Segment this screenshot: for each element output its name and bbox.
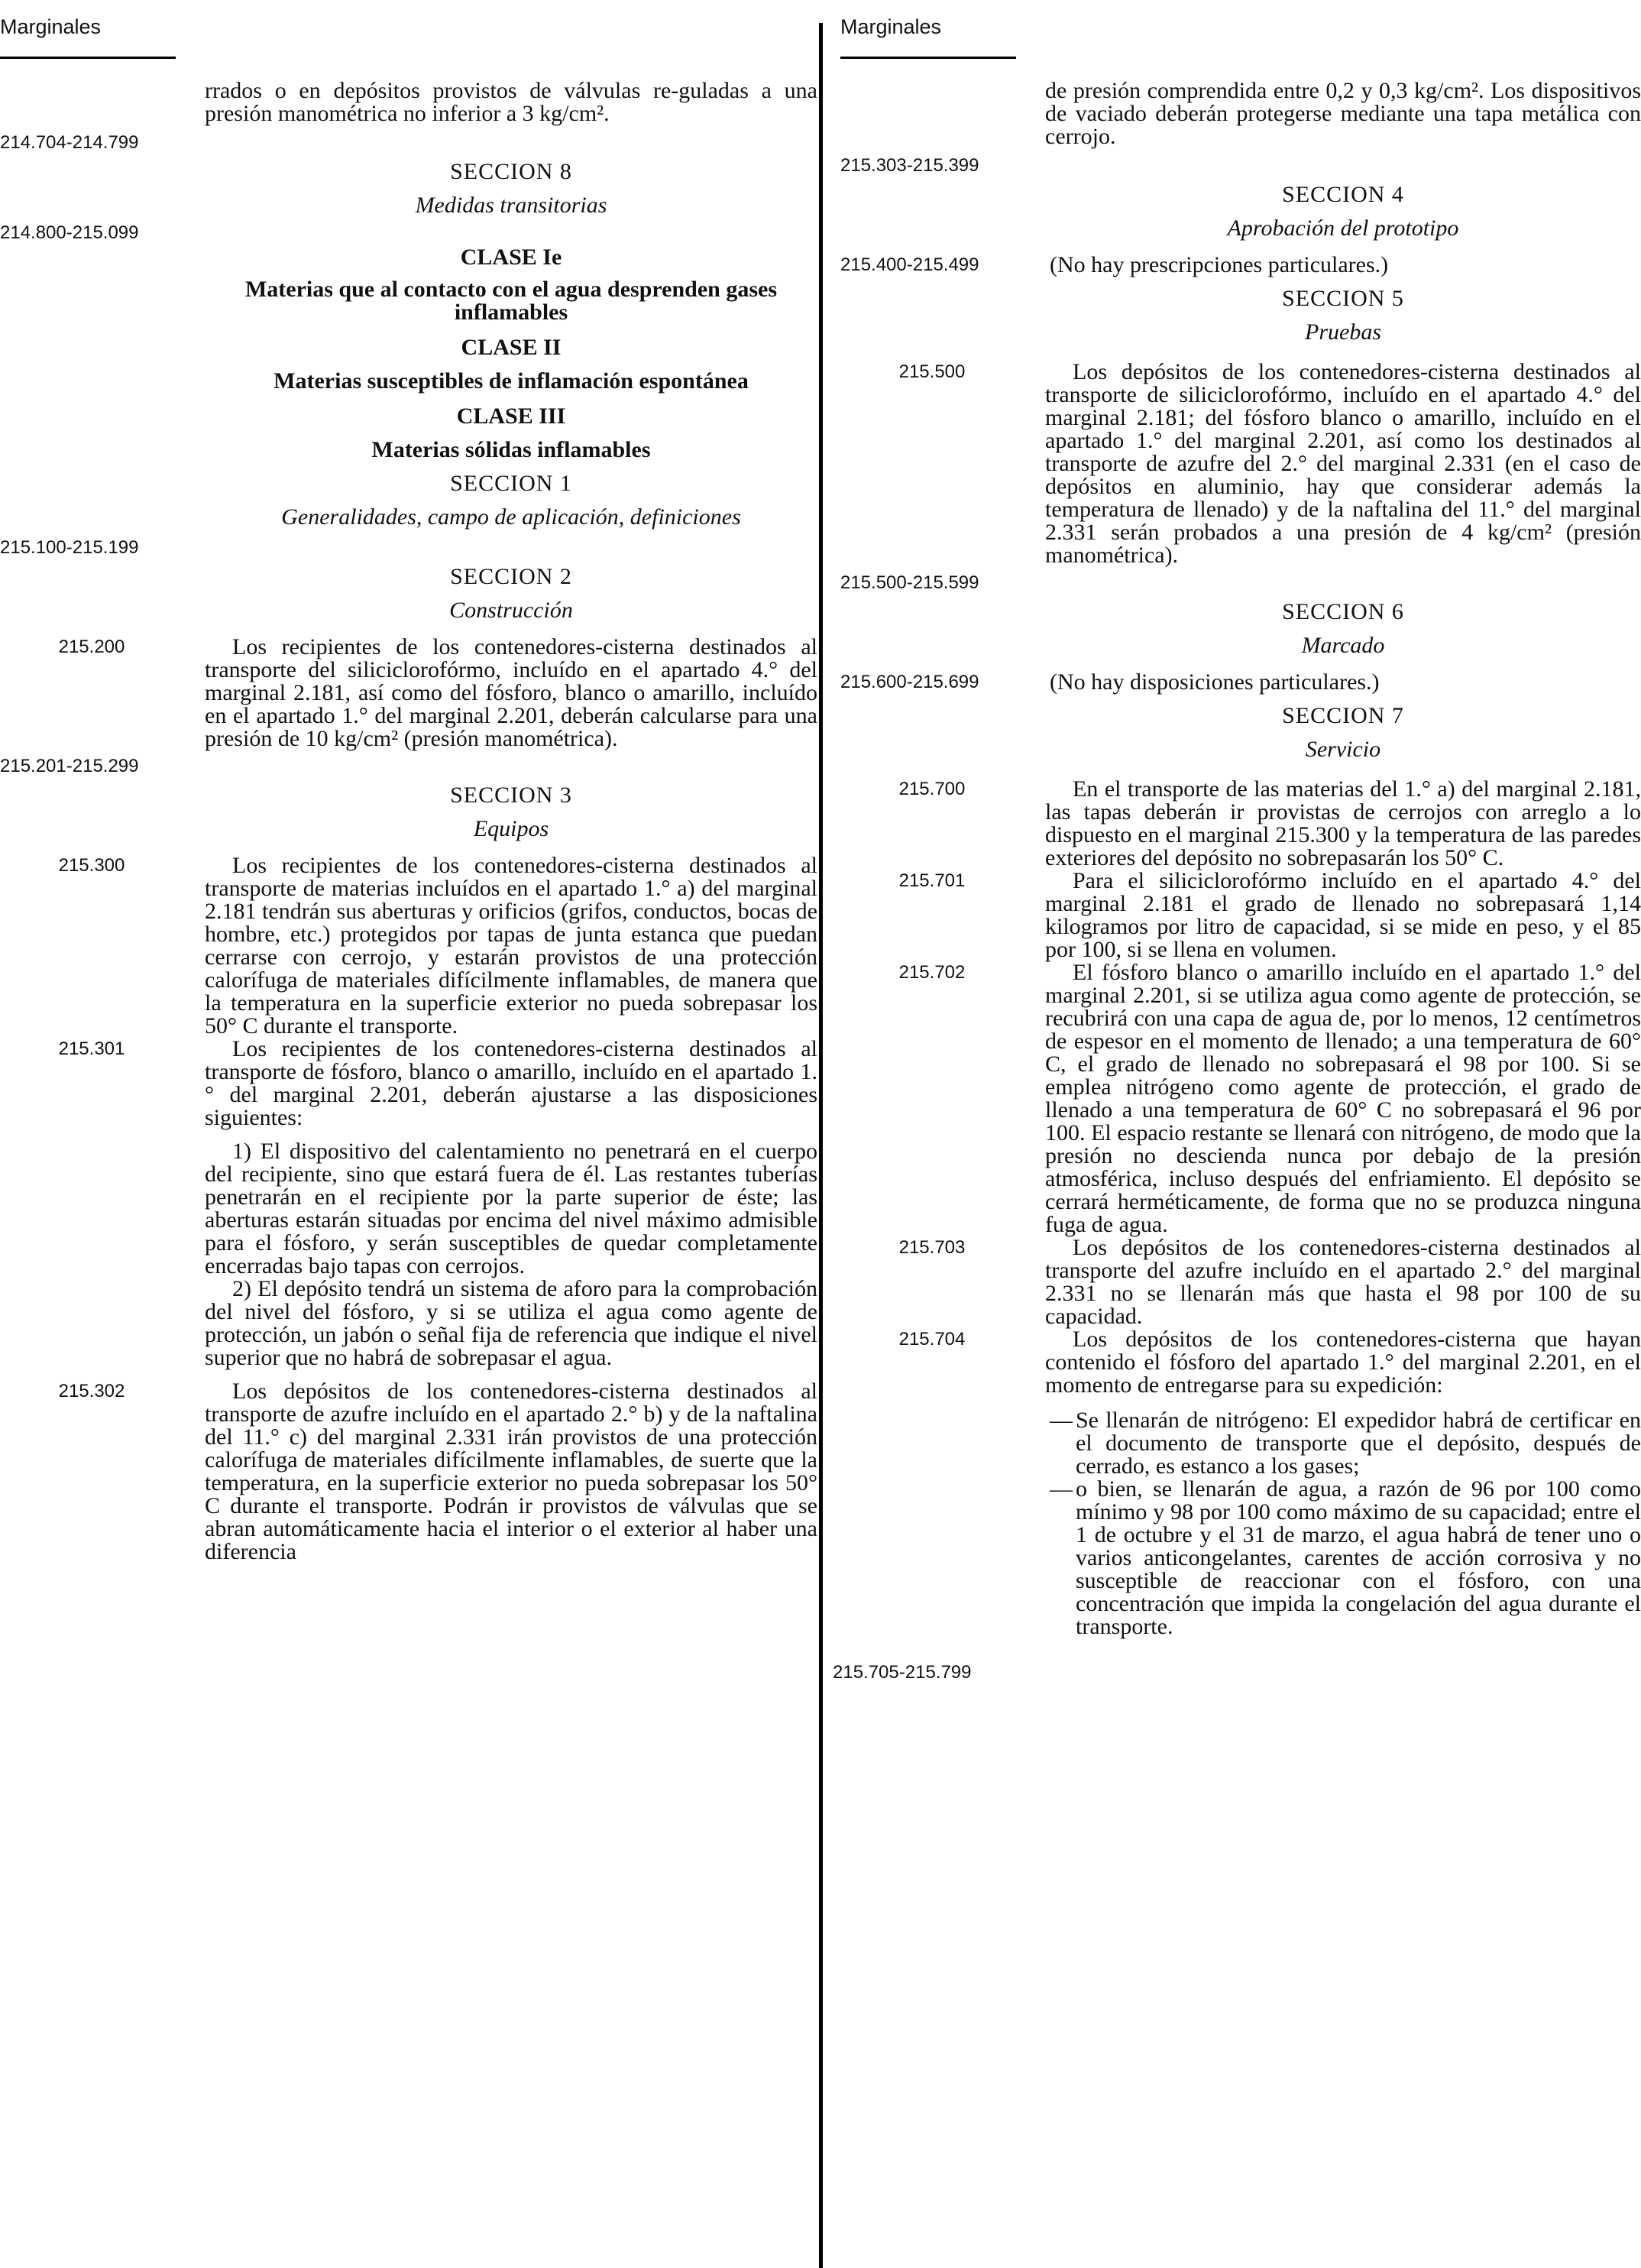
- section-heading: SECCION 4: [1282, 182, 1404, 207]
- paragraph: (No hay prescripciones particulares.): [1050, 252, 1389, 277]
- marginal-number: 215.100-215.199: [0, 537, 139, 558]
- class-title: Materias que al contacto con el agua desprenden gases inflamables: [244, 277, 778, 325]
- section-title: Equipos: [473, 816, 549, 841]
- paragraph: Los recipientes de los contenedores-cisterna destinados al transporte del siliciclorofórmo, incluído en el apartado 4.° del marginal 2.181, así como del fósforo, blanco o amarillo, incluído en el apartado 1.° del marginal 2.201, deberán calcularse para una presión de 10 kg/cm² (presión manométrica).: [205, 634, 817, 751]
- section-heading: SECCION 6: [1282, 599, 1404, 624]
- marginal-number: 215.703: [898, 1237, 966, 1258]
- class-heading: CLASE II: [461, 335, 562, 360]
- paragraph: Para el siliciclorofórmo incluído en el apartado 4.° del marginal 2.181 el grado de llenado no sobrepasará 1,14 kilogramos por litro de capacidad, si se mide en peso, y el 85 por 100, si se llena en volumen.: [1045, 868, 1641, 962]
- marginal-number: 214.800-215.099: [0, 222, 139, 243]
- numbered-paragraph: 1) El dispositivo del calentamiento no penetrará en el cuerpo del recipiente, sino que estará fuera de él. Las restantes tuberías penetrarán en el recipiente por la parte superior de éste; las aberturas estarán situadas por encima del nivel máximo admisible para el fósforo, y serán susceptibles de quedar completamente encerradas bajo tapas con cerrojos.: [205, 1139, 817, 1278]
- class-title: Materias susceptibles de inflamación espontánea: [274, 368, 749, 394]
- right-column: [833, 0, 1641, 2268]
- marginal-number: 215.704: [898, 1329, 966, 1349]
- section-heading: SECCION 7: [1282, 703, 1404, 728]
- marginal-number: 215.400-215.499: [840, 254, 979, 275]
- paragraph: Los depósitos de los contenedores-cisterna destinados al transporte de siliciclorofórmo, incluído en el apartado 4.° del marginal 2.181; del fósforo blanco o amarillo, incluído en el apartado 1.° del marginal 2.201, así como los destinados al transporte de azufre del 2.° del marginal 2.331 (en el caso de depósitos en aluminio, hay que considerar además la temperatura de llenado) y de la naftalina del 11.° del marginal 2.331 serán probados a una presión de 4 kg/cm² (presión manométrica).: [1045, 359, 1641, 568]
- paragraph-continuation: rrados o en depósitos provistos de válvulas re-guladas a una presión manométrica no inferior a 3 kg/cm².: [205, 78, 817, 126]
- list-item-text: o bien, se llenarán de agua, a razón de 96 por 100 como mínimo y 98 por 100 como máximo de su capacidad; entre el 1 de octubre y el 31 de marzo, el agua habrá de tener uno o varios anticongelantes, carentes de acción corrosiva y no susceptible de reaccionar con el fósforo, con una concentración que impida la congelación del agua durante el transporte.: [1076, 1476, 1641, 1639]
- list-item-text: Se llenarán de nitrógeno: El expedidor habrá de certificar en el documento de transporte que el depósito, después de cerrado, es estanco a los gases;: [1076, 1408, 1641, 1479]
- column-divider: [819, 23, 823, 2268]
- section-title: Aprobación del prototipo: [1227, 215, 1459, 241]
- numbered-paragraph: 2) El depósito tendrá un sistema de aforo para la comprobación del nivel del fósforo, y si se utiliza el agua como agente de protección, un jabón o señal fija de referencia que indique el nivel superior que no habrá de sobrepasar el agua.: [205, 1276, 817, 1370]
- class-heading: CLASE III: [456, 403, 566, 429]
- marginal-number: 215.200: [58, 637, 125, 657]
- marginal-number: 215.700: [898, 779, 966, 799]
- marginal-number: 215.600-215.699: [840, 672, 979, 692]
- marginales-header-left: Marginales: [0, 15, 102, 38]
- marginal-number: 215.500: [898, 361, 966, 382]
- marginal-number: 215.701: [898, 870, 966, 891]
- dash-bullet: —: [1050, 1476, 1073, 1502]
- paragraph-continuation: de presión comprendida entre 0,2 y 0,3 kg/cm². Los dispositivos de vaciado deberán protegerse mediante una tapa metálica con cerrojo.: [1045, 78, 1641, 149]
- section-title: Medidas transitorias: [415, 193, 607, 218]
- paragraph: (No hay disposiciones particulares.): [1050, 669, 1380, 695]
- marginales-header-right: Marginales: [840, 15, 942, 38]
- marginal-number: 215.301: [58, 1038, 125, 1059]
- class-heading: CLASE Ie: [460, 245, 562, 270]
- section-heading: SECCION 8: [450, 159, 572, 184]
- paragraph: Los depósitos de los contenedores-cisterna destinados al transporte de azufre incluído en el apartado 2.° b) y de la naftalina del 11.° c) del marginal 2.331 irán provistos de una protección calorífuga de materiales difícilmente inflamables, de suerte que la temperatura, en la superficie exterior no pueda sobrepasar los 50° C durante el transporte. Podrán ir provistos de válvulas que se abran automáticamente hacia el interior o el exterior al haber una diferencia: [205, 1379, 817, 1564]
- paragraph: Los recipientes de los contenedores-cisterna destinados al transporte de materias incluídos en el apartado 1.° a) del marginal 2.181 tendrán sus aberturas y orificios (grifos, conductos, bocas de hombre, etc.) protegidos por tapas de junta estanca que puedan cerrarse con cerrojo, y estarán provistos de una protección calorífuga de materiales difícilmente inflamables, de manera que la temperatura en la superficie exterior no pueda sobrepasar los 50° C durante el transporte.: [205, 853, 817, 1038]
- paragraph: Los depósitos de los contenedores-cisterna destinados al transporte del azufre incluído en el apartado 2.° del marginal 2.331 no se llenarán más que hasta el 98 por 100 de su capacidad.: [1045, 1235, 1641, 1329]
- header-rule-left: [0, 57, 176, 59]
- dash-bullet: —: [1050, 1408, 1073, 1433]
- left-column: [0, 0, 817, 2268]
- paragraph: Los depósitos de los contenedores-cisterna que hayan contenido el fósforo del apartado 1.° del marginal 2.201, en el momento de entregarse para su expedición:: [1045, 1327, 1641, 1398]
- marginal-number: 215.303-215.399: [840, 155, 979, 176]
- marginal-number: 215.500-215.599: [840, 572, 979, 593]
- section-title: Pruebas: [1305, 319, 1381, 345]
- marginal-number: 215.702: [898, 962, 966, 983]
- section-title: Marcado: [1301, 633, 1385, 658]
- paragraph: El fósforo blanco o amarillo incluído en el apartado 1.° del marginal 2.201, si se utiliza agua como agente de protección, se recubrirá con una capa de agua de, por lo menos, 12 centímetros de espesor en el momento de llenado; a una temperatura de 60° C, el grado de llenado no sobrepasará el 98 por 100. Si se emplea nitrógeno como agente de protección, el grado de llenado a una temperatura de 60° C no sobrepasará el 96 por 100. El espacio restante se llenará con nitrógeno, de modo que la presión no descienda nunca por debajo de la presión atmosférica, incluso después del enfriamiento. El depósito se cerrará herméticamente, de forma que no se produzca ninguna fuga de agua.: [1045, 960, 1641, 1237]
- marginal-number: 215.302: [58, 1381, 125, 1401]
- marginal-number: 215.300: [58, 855, 125, 876]
- class-title: Materias sólidas inflamables: [371, 437, 651, 462]
- marginal-number: 215.201-215.299: [0, 756, 139, 776]
- paragraph: En el transporte de las materias del 1.° a) del marginal 2.181, las tapas deberán ir provistas de cerrojos con arreglo a lo dispuesto en el marginal 215.300 y la temperatura de las paredes exteriores del depósito no sobrepasarán los 50° C.: [1045, 776, 1641, 870]
- section-title: Construcción: [449, 598, 573, 623]
- dash-list-item: [1045, 1478, 1641, 1638]
- section-heading: SECCION 2: [450, 564, 572, 589]
- dash-list-item: [1045, 1409, 1641, 1478]
- section-title: Generalidades, campo de aplicación, definiciones: [281, 504, 741, 530]
- paragraph: Los recipientes de los contenedores-cisterna destinados al transporte de fósforo, blanco o amarillo, incluído en el apartado 1.° del marginal 2.201, deberán ajustarse a las disposiciones siguientes:: [205, 1036, 817, 1130]
- section-title: Servicio: [1305, 737, 1381, 762]
- marginal-number: 214.704-214.799: [0, 132, 139, 153]
- section-heading: SECCION 5: [1282, 286, 1404, 311]
- header-rule-right: [840, 57, 1016, 59]
- section-heading: SECCION 3: [450, 782, 572, 808]
- section-heading: SECCION 1: [450, 471, 572, 496]
- marginal-number: 215.705-215.799: [833, 1662, 972, 1683]
